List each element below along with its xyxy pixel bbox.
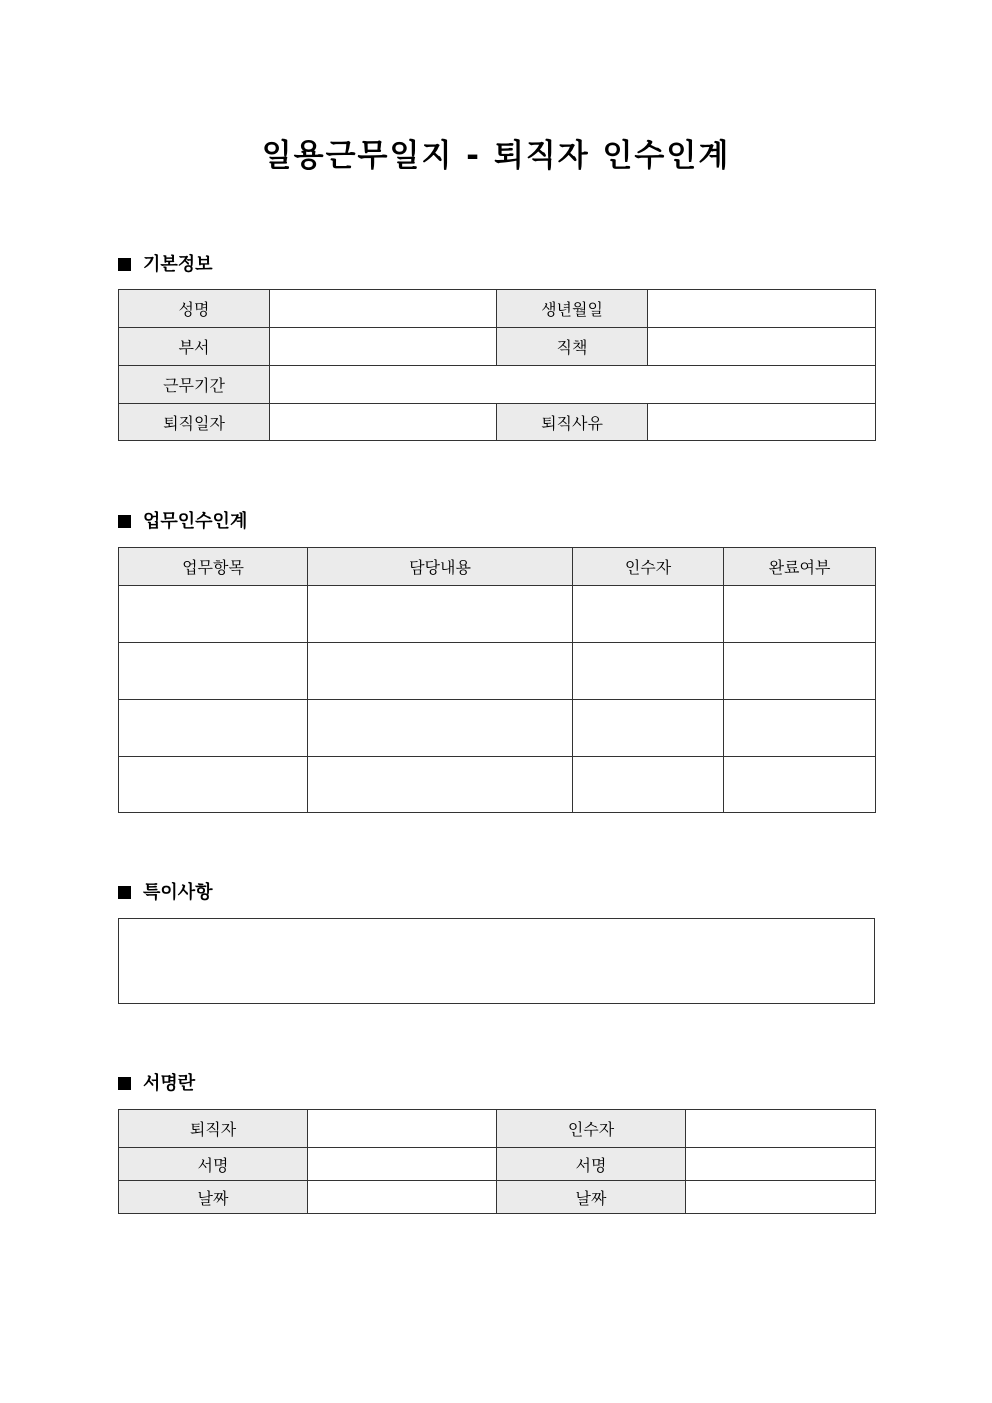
handover-heading-text: 업무인수인계 xyxy=(143,511,248,532)
completion-cell[interactable] xyxy=(724,700,876,757)
successor-cell[interactable] xyxy=(573,757,724,813)
table-row xyxy=(119,290,876,328)
column-header: 인수자 xyxy=(573,548,724,586)
square-bullet-icon xyxy=(118,886,131,899)
page-title: 일용근무일지 - 퇴직자 인수인계 xyxy=(261,138,731,174)
table-row xyxy=(119,1110,876,1148)
successor-cell[interactable] xyxy=(573,643,724,700)
completion-cell[interactable] xyxy=(724,586,876,643)
birthdate-field[interactable] xyxy=(648,290,876,328)
notes-field[interactable] xyxy=(118,918,875,1004)
completion-cell[interactable] xyxy=(724,757,876,813)
table-row xyxy=(119,643,876,700)
table-row xyxy=(119,586,876,643)
table-header-row xyxy=(119,548,876,586)
task-item-cell[interactable] xyxy=(119,586,308,643)
basic-info-heading xyxy=(118,252,213,278)
name-label: 성명 xyxy=(119,290,270,328)
column-header: 완료여부 xyxy=(724,548,876,586)
task-detail-cell[interactable] xyxy=(308,757,573,813)
resignation-reason-field[interactable] xyxy=(648,404,876,441)
retiree-sign-field[interactable] xyxy=(308,1148,497,1181)
position-field[interactable] xyxy=(648,328,876,366)
task-detail-cell[interactable] xyxy=(308,586,573,643)
table-row xyxy=(119,1181,876,1214)
signature-heading-text: 서명란 xyxy=(143,1073,196,1094)
square-bullet-icon xyxy=(118,1077,131,1090)
work-period-label: 근무기간 xyxy=(119,366,270,404)
name-field[interactable] xyxy=(270,290,497,328)
retiree-sign-label: 서명 xyxy=(119,1148,308,1181)
table-row xyxy=(119,404,876,441)
task-detail-cell[interactable] xyxy=(308,700,573,757)
position-label: 직책 xyxy=(497,328,648,366)
notes-heading xyxy=(118,880,213,906)
successor-sign-field[interactable] xyxy=(686,1148,876,1181)
department-label: 부서 xyxy=(119,328,270,366)
basic-info-heading-text: 기본정보 xyxy=(143,254,213,275)
table-row xyxy=(119,757,876,813)
successor-cell[interactable] xyxy=(573,586,724,643)
retiree-date-label: 날짜 xyxy=(119,1181,308,1214)
resignation-date-field[interactable] xyxy=(270,404,497,441)
handover-table xyxy=(118,547,876,813)
square-bullet-icon xyxy=(118,258,131,271)
retiree-name-field[interactable] xyxy=(308,1110,497,1148)
task-item-cell[interactable] xyxy=(119,757,308,813)
basic-info-table xyxy=(118,289,876,441)
signature-heading xyxy=(118,1071,195,1097)
task-detail-cell[interactable] xyxy=(308,643,573,700)
successor-date-field[interactable] xyxy=(686,1181,876,1214)
retiree-label: 퇴직자 xyxy=(119,1110,308,1148)
table-row xyxy=(119,366,876,404)
table-row xyxy=(119,700,876,757)
resignation-date-label: 퇴직일자 xyxy=(119,404,270,441)
table-row xyxy=(119,328,876,366)
column-header: 업무항목 xyxy=(119,548,308,586)
successor-date-label: 날짜 xyxy=(497,1181,686,1214)
successor-name-field[interactable] xyxy=(686,1110,876,1148)
work-period-field[interactable] xyxy=(270,366,876,404)
task-item-cell[interactable] xyxy=(119,643,308,700)
completion-cell[interactable] xyxy=(724,643,876,700)
retiree-date-field[interactable] xyxy=(308,1181,497,1214)
resignation-reason-label: 퇴직사유 xyxy=(497,404,648,441)
handover-heading xyxy=(118,509,247,535)
successor-label: 인수자 xyxy=(497,1110,686,1148)
signature-table xyxy=(118,1109,876,1214)
task-item-cell[interactable] xyxy=(119,700,308,757)
successor-cell[interactable] xyxy=(573,700,724,757)
square-bullet-icon xyxy=(118,515,131,528)
successor-sign-label: 서명 xyxy=(497,1148,686,1181)
department-field[interactable] xyxy=(270,328,497,366)
table-row xyxy=(119,1148,876,1181)
column-header: 담당내용 xyxy=(308,548,573,586)
birthdate-label: 생년월일 xyxy=(497,290,648,328)
notes-heading-text: 특이사항 xyxy=(143,882,213,903)
